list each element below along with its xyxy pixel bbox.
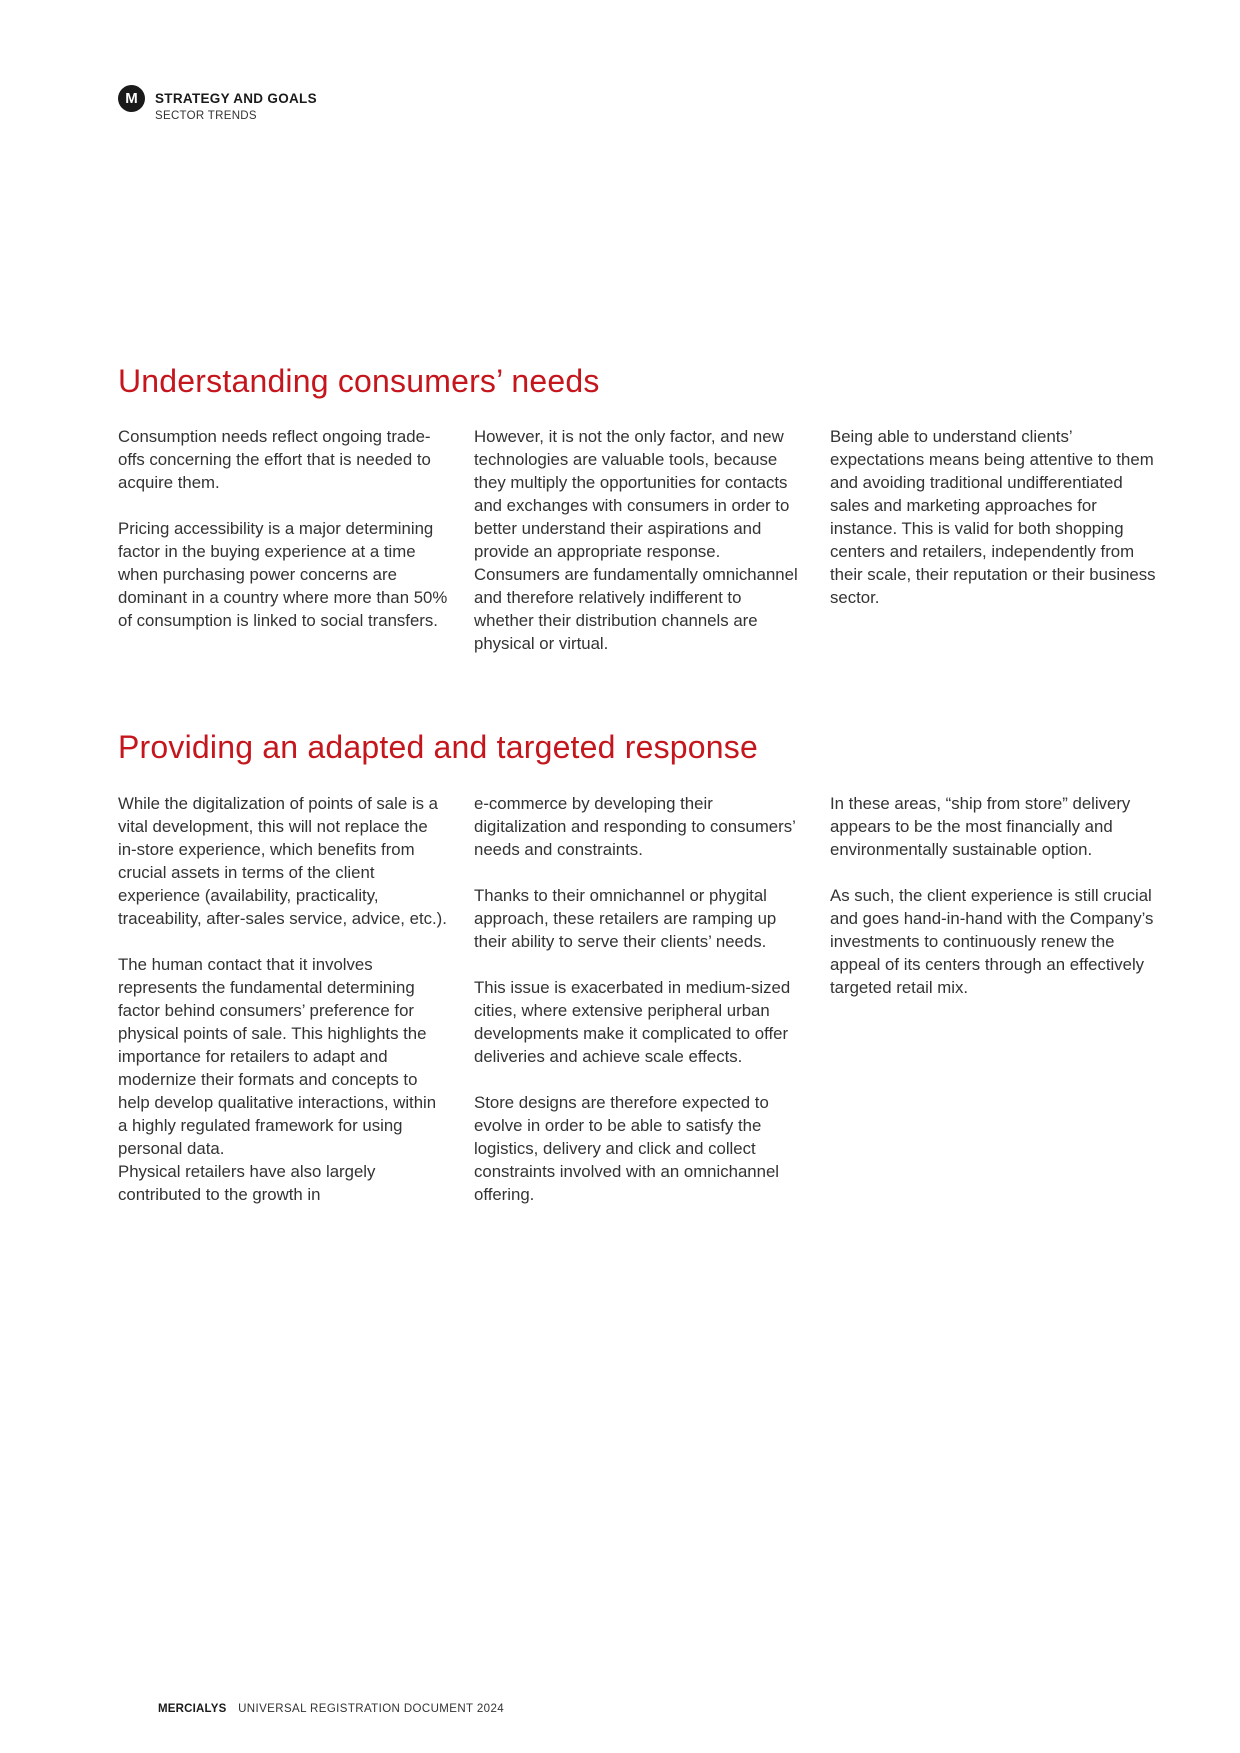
paragraph: Store designs are therefore expected to evolve in order to be able to satisfy the logistics, delivery and click and collect constraints involved with an omnichannel offering. xyxy=(474,1093,780,1204)
paragraph: As such, the client experience is still crucial and goes hand-in-hand with the Company’s investments to continuously renew the appeal of its centers through an effectively targeted retail mix. xyxy=(830,886,1154,997)
page-footer xyxy=(158,1703,504,1715)
section2-column-2 xyxy=(474,792,804,1229)
paragraph: Consumption needs reflect ongoing trade-offs concerning the effort that is needed to acquire them. xyxy=(118,427,431,492)
section-heading-providing: Providing an adapted and targeted response xyxy=(118,729,758,765)
chapter-subtitle: SECTOR TRENDS xyxy=(155,110,257,122)
section1-column-1 xyxy=(118,425,448,655)
section2-column-1 xyxy=(118,792,448,1229)
section2-column-3 xyxy=(830,792,1160,1022)
paragraph: Thanks to their omnichannel or phygital approach, these retailers are ramping up their ability to serve their clients’ needs. xyxy=(474,886,777,951)
paragraph: Pricing accessibility is a major determining factor in the buying experience at a time when purchasing power concerns are dominant in a country where more than 50% of consumption is linked to social transfers. xyxy=(118,519,448,630)
chapter-title: STRATEGY AND GOALS xyxy=(155,91,317,106)
paragraph: The human contact that it involves represents the fundamental determining factor behind consumers’ preference for physical points of sale. This highlights the importance for retailers to adapt and modernize their formats and concepts to help develop qualitative interactions, within a highly regulated framework for using personal data. xyxy=(118,955,437,1158)
paragraph: e-commerce by developing their digitalization and responding to consumers’ needs and constraints. xyxy=(474,794,796,859)
footer-document-title: UNIVERSAL REGISTRATION DOCUMENT 2024 xyxy=(238,1703,505,1715)
paragraph: Physical retailers have also largely contributed to the growth in xyxy=(118,1162,376,1204)
section1-column-3 xyxy=(830,425,1160,632)
paragraph: This issue is exacerbated in medium-sized cities, where extensive peripheral urban developments make it complicated to offer deliveries and achieve scale effects. xyxy=(474,978,791,1066)
section1-column-2 xyxy=(474,425,804,678)
paragraph: In these areas, “ship from store” delivery appears to be the most financially and environmentally sustainable option. xyxy=(830,794,1131,859)
paragraph: While the digitalization of points of sale is a vital development, this will not replace the in-store experience, which benefits from crucial assets in terms of the client experience (availability, practicality, traceability, after-sales service, advice, etc.). xyxy=(118,794,447,928)
mercialys-logo-icon: M xyxy=(118,85,145,112)
section-heading-understanding: Understanding consumers’ needs xyxy=(118,363,600,399)
footer-brand-logo: MERCIALYS xyxy=(158,1703,227,1715)
paragraph: However, it is not the only factor, and new technologies are valuable tools, because they multiply the opportunities for contacts and exchanges with consumers in order to better understand their aspirations and provide an appropriate response. Consumers are fundamentally omnichannel and therefore relatively indifferent to whether their distribution channels are physical or virtual. xyxy=(474,427,798,653)
paragraph: Being able to understand clients’ expectations means being attentive to them and avoiding traditional undifferentiated sales and marketing approaches for instance. This is valid for both shopping centers and retailers, independently from their scale, their reputation or their business sector. xyxy=(830,427,1156,607)
